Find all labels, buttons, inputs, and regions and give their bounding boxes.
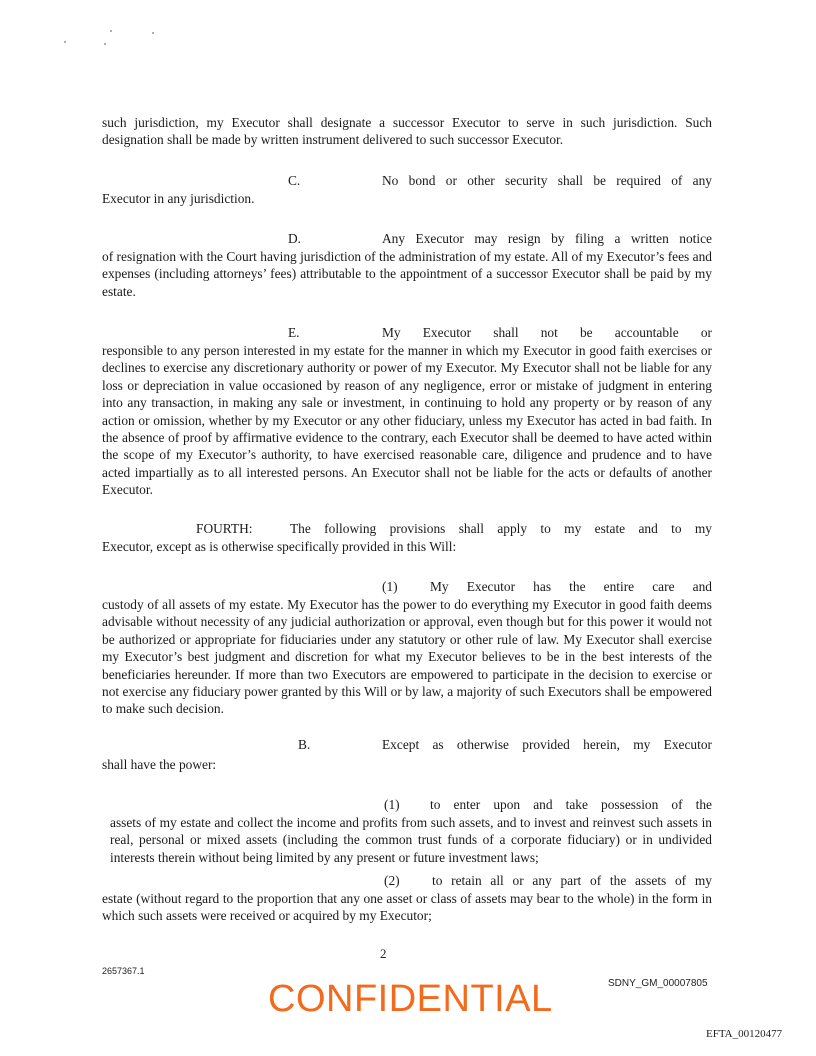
section-b-first-line: Except as otherwise provided herein, my Executor — [382, 737, 712, 752]
section-a-number: (1) — [382, 579, 398, 594]
section-b-letter: B. — [298, 737, 311, 752]
section-b-continuation: shall have the power: — [102, 757, 217, 772]
section-b2-body: estate (without regard to the proportion that any one asset or class of assets may bear to the whole) in the form in which such assets were received or acquired by my Executor; — [102, 891, 712, 924]
section-a-body: custody of all assets of my estate. My Executor has the power to do everything my Executor in good faith deems advisable without necessity of any judicial authorization or approval, even though but for this power it would not be authorized or appropriate for fiduciaries under any statutory or other rule of law. My Executor shall exercise my Executor’s best judgment and discretion for what my Executor believes to be in the best interests of the beneficiaries hereunder. If more than two Executors are empowered to participate in the decision to exercise or not exercise any fiduciary power granted by this Will or by law, a majority of such Executors shall be empowered to make such decision. — [102, 597, 712, 717]
section-b1-number: (1) — [384, 797, 400, 812]
paragraph-jurisdiction: such jurisdiction, my Executor shall designate a successor Executor to serve in such jurisdiction. Such designation shall be made by written instrument delivered to such successor Executor. — [102, 115, 712, 148]
section-b2-heading-line — [0, 872, 712, 890]
section-b2-first-line: to retain all or any part of the assets of my — [432, 873, 712, 888]
section-b-heading-line — [102, 736, 712, 754]
scan-speck — [110, 30, 112, 32]
efta-number: EFTA_00120477 — [706, 1028, 783, 1040]
section-b1-body: assets of my estate and collect the income and profits from such assets, and to invest and reinvest such assets in real, personal or mixed assets (including the common trust funds of a corporate fiduciary) or in undivided interests therein without being limited by any present or future investment laws; — [110, 815, 712, 865]
section-d-letter: D. — [288, 231, 302, 246]
scan-speck — [64, 41, 66, 43]
bates-number: SDNY_GM_00007805 — [608, 978, 708, 989]
scan-speck — [104, 43, 106, 45]
section-e-first-line: My Executor shall not be accountable or — [382, 325, 712, 340]
page-number: 2 — [380, 946, 387, 961]
section-b1-heading-line — [0, 796, 712, 814]
article-fourth-first-line: The following provisions shall apply to my estate and to my — [290, 521, 712, 536]
confidential-stamp: CONFIDENTIAL — [268, 978, 553, 1020]
section-b1-first-line: to enter upon and take possession of the — [430, 797, 712, 812]
section-c-continuation: Executor in any jurisdiction. — [102, 191, 255, 206]
section-d-body: of resignation with the Court having jurisdiction of the administration of my estate. All of my Executor’s fees and expenses (including attorneys’ fees) attributable to the appointment of a successor Executor shall be paid by my estate. — [102, 249, 712, 299]
scan-speck — [152, 32, 154, 34]
document-id: 2657367.1 — [102, 966, 145, 976]
section-c-heading-line — [102, 172, 712, 190]
section-d-first-line: Any Executor may resign by filing a written notice — [382, 231, 712, 246]
section-e-heading-line — [102, 324, 712, 342]
section-e-letter: E. — [288, 325, 300, 340]
section-c-letter: C. — [288, 173, 301, 188]
section-d-heading-line — [102, 230, 712, 248]
article-fourth-heading-line — [0, 520, 712, 538]
section-e-body: responsible to any person interested in my estate for the manner in which my Executor in good faith exercises or declines to exercise any discretionary authority or power of my Executor. My Executor shall not be liable for any loss or depreciation in value occasioned by reason of any negligence, error or mistake of judgment in entering into any transaction, in making any sale or investment, in continuing to hold any property or by reason of any action or omission, whether by my Executor or any other fiduciary, unless my Executor has acted in bad faith. In the absence of proof by affirmative evidence to the contrary, each Executor shall be deemed to have acted within the scope of my Executor’s authority, to have exercised reasonable care, diligence and prudence and to have acted impartially as to all interested persons. An Executor shall not be liable for the acts or defaults of another Executor. — [102, 343, 712, 498]
section-b2-number: (2) — [384, 873, 400, 888]
article-fourth-label: FOURTH: — [196, 521, 253, 536]
section-a-first-line: My Executor has the entire care and — [430, 579, 712, 594]
article-fourth-continuation: Executor, except as is otherwise specifically provided in this Will: — [102, 539, 457, 554]
section-c-first-line: No bond or other security shall be required of any — [382, 173, 712, 188]
section-a-heading-line — [0, 578, 712, 596]
